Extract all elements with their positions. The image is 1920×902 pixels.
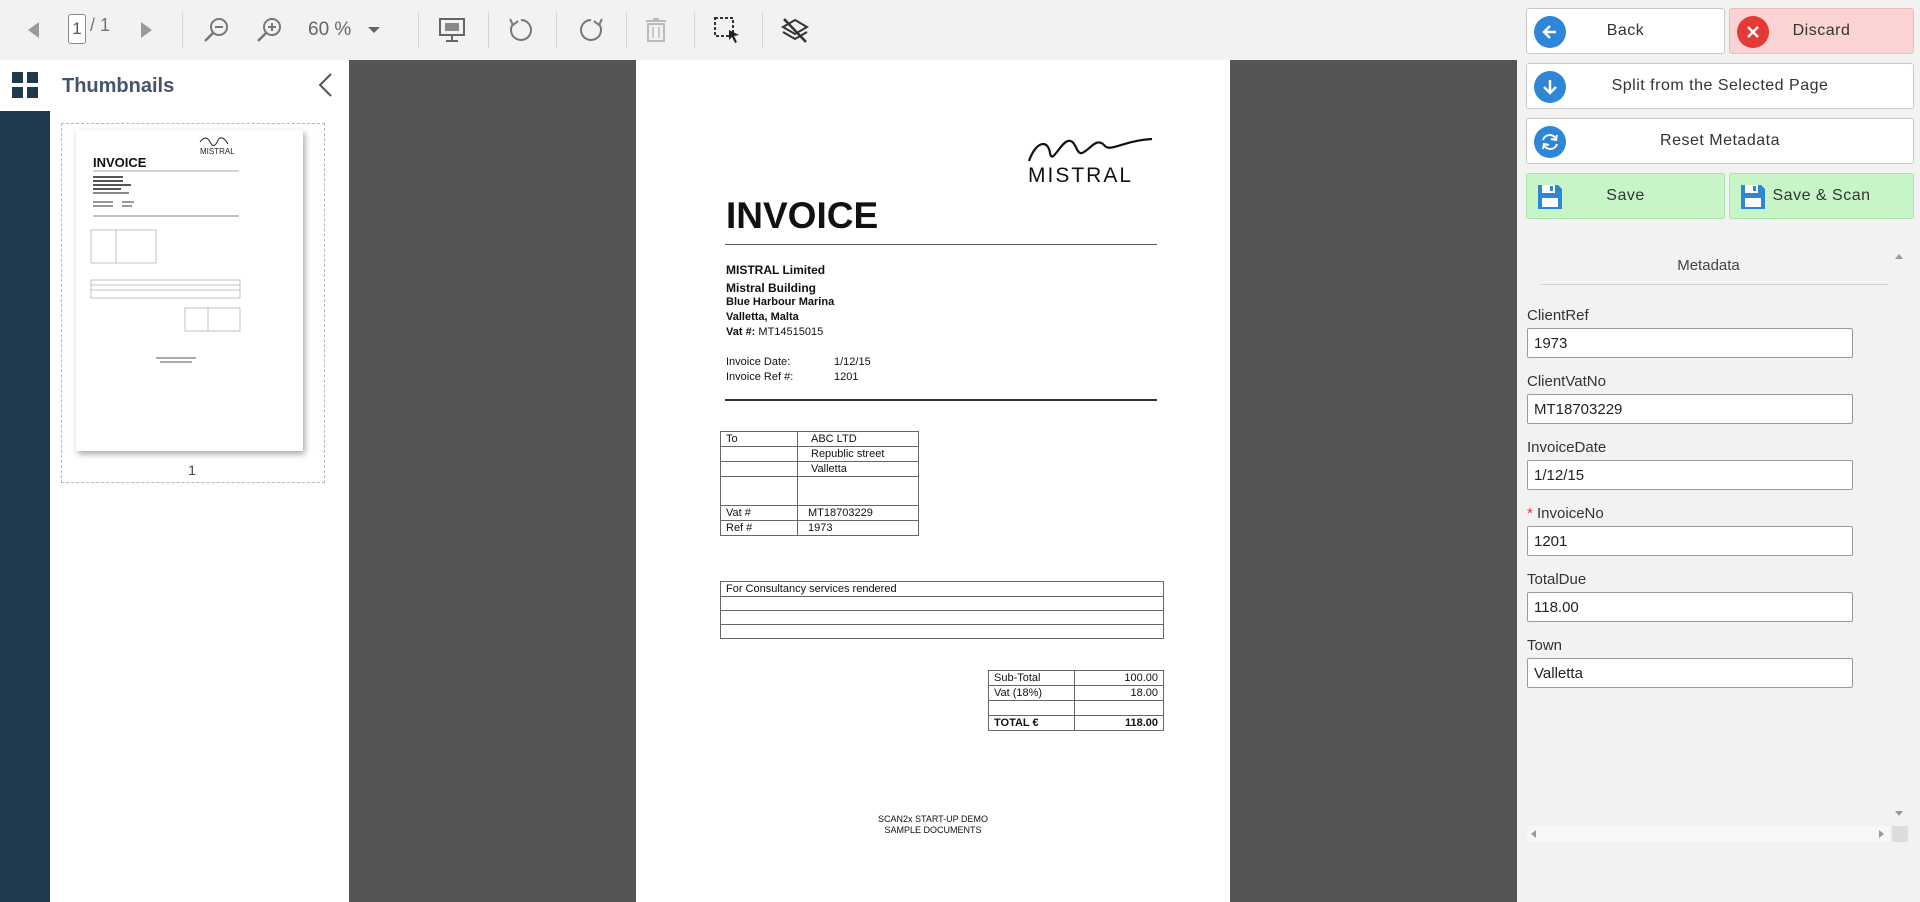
company-address-3: Valletta, Malta [726,311,799,323]
zoom-out-icon [202,16,230,44]
clientref-input[interactable] [1527,328,1853,358]
zoom-in-icon [255,16,283,44]
select-region-button[interactable] [711,14,743,46]
zoom-in-button[interactable] [253,14,285,46]
to-line-1: ABC LTD [797,431,919,447]
monitor-icon [438,17,466,43]
scroll-up-icon [1895,254,1903,259]
arrow-right-icon [136,20,156,40]
document-page [636,60,1230,902]
mistral-logo-icon [1026,135,1156,165]
rotate-right-icon [577,16,605,44]
horizontal-scrollbar[interactable] [1527,826,1890,842]
scroll-down-icon [1895,811,1903,816]
trash-icon [645,17,667,43]
toolbar-divider [418,12,419,48]
totals-value: 100.00 [1074,670,1164,686]
to-empty-cell [720,461,798,477]
to-ref-label: Ref # [720,520,798,536]
select-region-icon [712,15,742,45]
company-vat-label: Vat #: [726,326,756,338]
logo-wordmark: MISTRAL [1028,164,1134,187]
split-from-selected-page-button[interactable] [1526,63,1914,109]
invoiceno-input[interactable] [1527,526,1853,556]
chevron-down-icon [367,25,381,35]
totals-label [988,700,1075,716]
save-and-scan-button[interactable] [1729,173,1914,219]
zoom-out-button[interactable] [200,14,232,46]
invoice-title: INVOICE [726,195,879,236]
field-label-totaldue: TotalDue [1527,571,1587,588]
rotate-right-button[interactable] [575,14,607,46]
to-line-2: Republic street [797,446,919,462]
chevron-left-icon [316,72,336,98]
save-button[interactable] [1526,173,1725,219]
toolbar-divider [182,12,183,48]
invoice-date-label: Invoice Date: [726,356,791,368]
company-address-1: Mistral Building [726,281,816,295]
invoice-date-value: 1/12/15 [834,356,871,368]
metadata-divider [1540,284,1888,285]
delete-page-button[interactable] [640,14,672,46]
footer-line-1: SCAN2x START-UP DEMO [877,814,989,824]
thumbnail-page-number: 1 [188,462,196,478]
field-label-town: Town [1527,637,1563,654]
fit-to-screen-button[interactable] [436,14,468,46]
toolbar [0,0,1517,61]
town-input[interactable] [1527,658,1853,688]
to-vat-value: MT18703229 [797,505,919,521]
grid-icon [12,72,38,98]
field-label-invoicedate: InvoiceDate [1527,439,1607,456]
totaldue-input[interactable] [1527,592,1853,622]
vertical-scrollbar[interactable] [1892,250,1906,822]
zoom-select[interactable] [308,19,381,41]
totals-label: TOTAL € [988,715,1075,731]
split-label: Split from the Selected Page [1611,77,1829,94]
thumbnails-grid-button[interactable] [12,72,38,98]
reset-label: Reset Metadata [1660,132,1780,149]
totals-value: 18.00 [1074,685,1164,701]
field-label-invoiceno-text: InvoiceNo [1537,505,1604,522]
thumbnail-invoice-image [76,130,303,451]
rotate-left-button[interactable] [505,14,537,46]
toolbar-divider [762,12,763,48]
scroll-right-icon [1879,830,1884,838]
clientvatno-input[interactable] [1527,394,1853,424]
thumbnail-title: INVOICE [93,155,147,170]
invoice-ref-label: Invoice Ref #: [726,371,794,383]
header-rule [725,244,1157,245]
discard-label: Discard [1792,22,1851,39]
sidebar-rail [0,111,50,902]
toolbar-divider [556,12,557,48]
company-address-2: Blue Harbour Marina [726,296,835,308]
close-circle-icon [1737,16,1769,48]
footer-line-2: SAMPLE DOCUMENTS [884,825,982,835]
next-page-button[interactable] [130,14,162,46]
thumbnail-page-preview[interactable] [76,130,303,451]
previous-page-button[interactable] [18,14,50,46]
totals-label: Vat (18%) [988,685,1075,701]
totals-label: Sub-Total [988,670,1075,686]
metadata-heading: Metadata [1677,257,1740,274]
scrollbar-corner [1892,826,1908,842]
field-label-clientvatno: ClientVatNo [1527,373,1606,390]
discard-button[interactable] [1729,8,1914,54]
scroll-left-icon [1531,830,1536,838]
to-vat-label: Vat # [720,505,798,521]
page-total-label: / 1 [90,15,111,35]
thumbnail-logo-text: MISTRAL [200,147,235,156]
arrow-down-circle-icon [1534,71,1566,103]
arrow-left-circle-icon [1534,16,1566,48]
totals-value: 118.00 [1074,715,1164,731]
refresh-icon [1534,126,1566,158]
services-empty-row [720,624,1164,639]
to-empty-cell [720,476,798,506]
arrow-left-icon [24,20,44,40]
company-name: MISTRAL Limited [726,263,826,277]
to-label-cell: To [720,431,798,447]
reset-metadata-button[interactable] [1526,118,1914,164]
toolbar-divider [694,12,695,48]
page-number-input[interactable]: 1 [68,14,86,44]
thumbnails-header [0,60,349,111]
section-rule [725,399,1157,401]
rotate-left-icon [507,16,535,44]
field-label-invoiceno [1527,505,1604,522]
floppy-disk-icon [1737,181,1769,213]
services-empty-row [720,596,1164,611]
to-empty-cell [720,446,798,462]
services-line: For Consultancy services rendered [720,581,1164,597]
toggle-layers-button[interactable] [779,14,811,46]
save-label: Save [1606,187,1645,204]
totals-value [1074,700,1164,716]
to-ref-value: 1973 [797,520,919,536]
services-empty-row [720,610,1164,625]
save-scan-label: Save & Scan [1772,187,1871,204]
toolbar-divider [626,12,627,48]
invoicedate-input[interactable] [1527,460,1853,490]
company-vat-value: MT14515015 [758,326,824,338]
required-asterisk: * [1527,505,1533,522]
back-label: Back [1606,22,1645,39]
to-line-3: Valletta [797,461,919,477]
company-vat [726,326,823,338]
thumbnails-title: Thumbnails [62,75,175,97]
back-button[interactable] [1526,8,1725,54]
collapse-sidebar-button[interactable] [316,72,336,98]
invoice-ref-value: 1201 [834,371,859,383]
field-label-clientref: ClientRef [1527,307,1589,324]
zoom-level: 60 % [308,19,352,40]
to-empty-cell [797,476,919,506]
floppy-disk-icon [1534,181,1566,213]
toolbar-divider [488,12,489,48]
layers-off-icon [780,15,810,45]
